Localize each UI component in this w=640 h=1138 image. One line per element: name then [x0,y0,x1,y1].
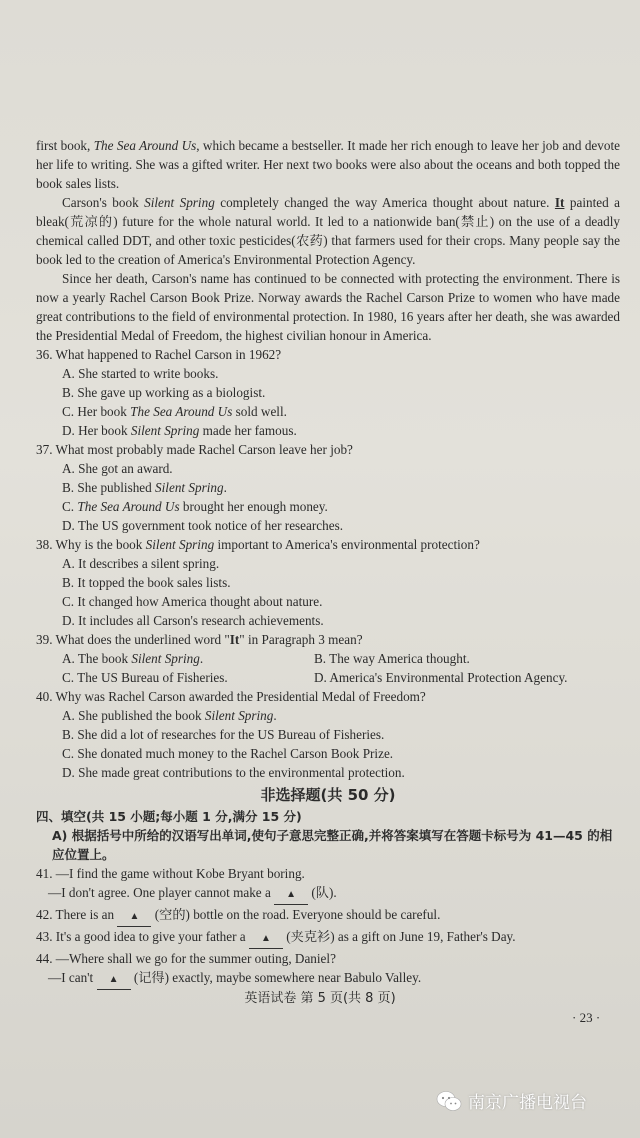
underlined-word-ref: It [229,632,240,647]
section-title: 非选择题(共 50 分) [260,786,396,804]
book-title: The Sea Around Us [93,138,197,153]
answer-blank: ▲ [97,970,131,990]
fill-question-44: 44. —Where shall we go for the summer outing, Daniel? —I can't ▲ (记得) exactly, maybe somewhere near Babulo Valley. [36,949,620,990]
paragraph-2: Carson's book Silent Spring completely changed the way America thought about nature. It painted a bleak(荒凉的) future for the whole natural world. It led to a nationwide ban(禁止) on the use of a deadly chemical called DDT, and other toxic pesticides(农药) that farmers used for their crops. Many people say the book led to the creation of America's Environmental Protection Agency. [36,195,621,267]
fill-question-43: 43. It's a good idea to give your father a ▲ (夹克衫) as a gift on June 19, Father's Day. [36,927,620,949]
question-39: 39. What does the underlined word "It" in Paragraph 3 mean? A. The book Silent Spring. B. The way America thought. C. The US Bureau of Fisheries. D. America's Environmental Protection Agency. [36,632,568,685]
wechat-icon [436,1090,462,1112]
part-four-heading: 四、填空(共 15 小题;每小题 1 分,满分 15 分) [36,809,302,824]
paragraph-3: Since her death, Carson's name has continued to be connected with protecting the environment. There is now a yearly Rachel Carson Book Prize. Norway awards the Rachel Carson Prize to women who have made great contributions to the field of environmental protection. In 1980, 16 years after her death, she was awarded the Presidential Medal of Freedom, the highest civilian honour in America. [36,271,620,343]
underlined-word: It [554,195,565,210]
page-footer: 英语试卷 第 5 页(共 8 页) [244,991,396,1006]
answer-blank: ▲ [117,907,151,927]
paragraph-1: first book, The Sea Around Us, which became a bestseller. It made her rich enough to leave her job and devote her life to writing. She was a gifted writer. Her next two books were also about the oceans and both topped the book sales lists. [36,138,620,191]
fill-question-41: 41. —I find the game without Kobe Bryant boring. —I don't agree. One player cannot make a ▲ (队). [36,864,620,905]
book-title: Silent Spring [144,195,215,210]
watermark [436,1088,587,1113]
part-a-instruction: A) 根据括号中所给的汉语写出单词,使句子意思完整正确,并将答案填写在答题卡标号为 41—45 的相应位置上。 [52,828,613,862]
page-number: · 23 · [572,1010,601,1025]
question-36: 36. What happened to Rachel Carson in 1962? A. She started to write books. B. She gave up working as a biologist. C. Her book The Sea Around Us sold well. D. Her book Silent Spring made her famous. [36,347,297,438]
page-content [36,136,620,990]
watermark-text: 南京广播电视台 [468,1093,587,1113]
question-40: 40. Why was Rachel Carson awarded the Presidential Medal of Freedom? A. She published the book Silent Spring. B. She did a lot of researches for the US Bureau of Fisheries. C. She donated much money to the Rachel Carson Book Prize. D. She made great contributions to the environmental protection. [36,689,426,780]
fill-question-42: 42. There is an ▲ (空的) bottle on the road. Everyone should be careful. [36,905,620,927]
answer-blank: ▲ [274,885,308,905]
question-38: 38. Why is the book Silent Spring important to America's environmental protection? A. It describes a silent spring. B. It topped the book sales lists. C. It changed how America thought about nature. D. It includes all Carson's research achievements. [36,537,480,628]
answer-blank: ▲ [249,929,283,949]
question-37: 37. What most probably made Rachel Carson leave her job? A. She got an award. B. She published Silent Spring. C. The Sea Around Us brought her enough money. D. The US government took notice of her researches. [36,442,353,533]
